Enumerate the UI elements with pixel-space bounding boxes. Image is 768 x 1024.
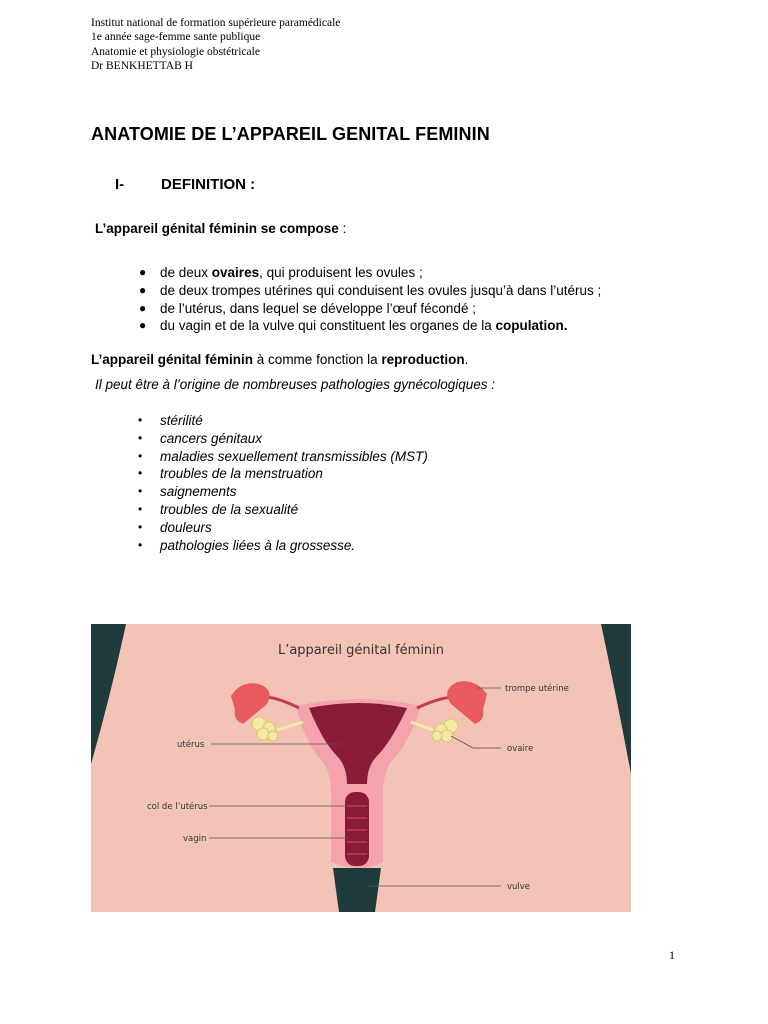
list-item — [138, 465, 428, 483]
list-item — [138, 282, 601, 300]
bullet-icon: ● — [139, 318, 147, 333]
composition-list — [138, 264, 601, 335]
list-item — [138, 537, 428, 555]
pathologies-intro: Il peut être à l’origine de nombreuses pathologies gynécologiques : — [95, 377, 496, 392]
label-vagin: vagin — [183, 834, 207, 844]
list-item — [138, 264, 601, 282]
pathology-text: troubles de la sexualité — [160, 501, 299, 517]
bullet-icon: • — [138, 466, 143, 481]
list-item — [138, 519, 428, 537]
list-item — [138, 483, 428, 501]
pathology-text: stérilité — [160, 413, 203, 428]
vagina-canal-shape — [345, 792, 369, 866]
list-item — [138, 448, 428, 466]
list-item-text: de l’utérus, dans lequel se développe l’œuf fécondé ; — [160, 300, 476, 316]
bullet-icon: • — [138, 484, 143, 499]
pathologies-list — [138, 412, 428, 554]
label-trompe: trompe utérine — [505, 684, 569, 694]
list-item-text: du vagin et de la vulve qui constituent les organes de la — [160, 318, 496, 334]
list-item — [138, 412, 428, 430]
header-institution: Institut national de formation supérieure paramédicale — [91, 17, 341, 29]
list-item — [138, 300, 601, 318]
bullet-icon: ● — [139, 300, 147, 315]
pathology-text: cancers génitaux — [160, 430, 263, 446]
function-bold-reproduction: reproduction — [381, 352, 465, 367]
bullet-icon: • — [138, 501, 143, 516]
intro-bold: L’appareil génital féminin se compose — [95, 221, 339, 236]
list-item-text: , qui produisent les ovules ; — [259, 265, 423, 280]
bullet-icon: • — [138, 430, 143, 445]
header-course: Anatomie et physiologie obstétricale — [91, 45, 260, 58]
section-heading — [115, 176, 255, 193]
bullet-icon: • — [138, 519, 143, 534]
document-header — [91, 16, 340, 73]
figure-title: L’appareil génital féminin — [277, 643, 445, 658]
bullet-icon: • — [138, 448, 143, 463]
list-item-text: de deux — [160, 265, 212, 280]
header-year: 1e année sage-femme sante publique — [91, 31, 261, 44]
list-item-text: de deux trompes utérines qui conduisent les ovules jusqu’à dans l’utérus ; — [160, 282, 602, 298]
function-bold-subject: L’appareil génital féminin — [91, 352, 254, 367]
page-title: ANATOMIE DE L’APPAREIL GENITAL FEMININ — [91, 124, 490, 144]
function-paragraph — [91, 352, 468, 367]
bullet-icon: • — [138, 537, 143, 552]
bullet-icon: ● — [139, 282, 147, 297]
intro-line — [95, 221, 346, 236]
function-text: à comme fonction la — [253, 352, 382, 367]
bullet-icon: • — [138, 413, 143, 427]
label-col: col de l’utérus — [147, 802, 208, 812]
header-author: Dr BENKHETTAB H — [91, 59, 193, 72]
function-end: . — [464, 352, 469, 367]
list-item — [138, 430, 428, 448]
bullet-icon: ● — [139, 265, 147, 279]
list-item-bold: ovaires — [211, 265, 260, 280]
list-item — [138, 501, 428, 519]
pathology-text: troubles de la menstruation — [160, 466, 323, 482]
list-item-bold: copulation. — [495, 318, 568, 334]
intro-rest: : — [338, 221, 347, 236]
anatomy-figure — [91, 624, 631, 912]
page-number: 1 — [669, 948, 675, 962]
list-item — [138, 317, 601, 335]
label-vulve: vulve — [507, 882, 531, 892]
pathology-text: pathologies liées à la grossesse. — [160, 537, 356, 553]
pathology-text: saignements — [160, 484, 237, 500]
pathology-text: maladies sexuellement transmissibles (MST) — [160, 448, 428, 464]
section-number: I- — [115, 176, 125, 193]
label-ovaire: ovaire — [507, 744, 534, 754]
anatomy-illustration — [91, 624, 631, 912]
vulva-dark-shape — [333, 868, 381, 912]
section-title: DEFINITION : — [161, 176, 256, 193]
pathology-text: douleurs — [160, 519, 212, 535]
label-uterus: utérus — [177, 740, 205, 750]
